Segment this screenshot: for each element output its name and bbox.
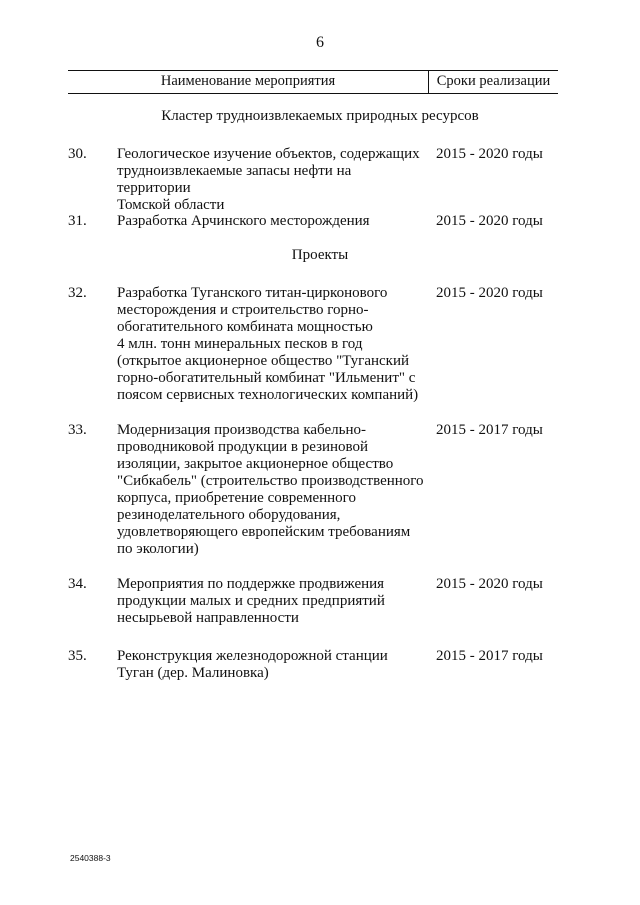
item-term: 2015 - 2020 годы — [436, 146, 543, 162]
item-term: 2015 - 2020 годы — [436, 576, 543, 592]
item-term: 2015 - 2017 годы — [436, 422, 543, 438]
item-text: Разработка Туганского титан-цирконового месторождения и строительство горно- обогатительного комбината мощностью 4 млн. тонн минеральных песков в год (открытое акционерное общество "Туганский горно-обогатительный комбинат "Ильменит" с поясом сервисных технологических компаний) — [117, 285, 419, 403]
item-term: 2015 - 2020 годы — [436, 213, 543, 229]
item-term: 2015 - 2017 годы — [436, 648, 543, 664]
item-number: 31. — [68, 213, 87, 229]
item-term: 2015 - 2020 годы — [436, 285, 543, 301]
page-number: 6 — [316, 34, 324, 51]
item-text: Разработка Арчинского месторождения — [117, 213, 370, 229]
table-header — [68, 70, 558, 94]
item-number: 35. — [68, 648, 87, 664]
item-number: 30. — [68, 146, 87, 162]
section-title-projects: Проекты — [291, 247, 349, 263]
item-number: 32. — [68, 285, 87, 301]
item-number: 33. — [68, 422, 87, 438]
document-code: 2540388-3 — [70, 853, 111, 863]
column-header-name: Наименование мероприятия — [160, 73, 336, 89]
item-text: Геологическое изучение объектов, содержащих трудноизвлекаемые запасы нефти на территории Томской области — [117, 146, 420, 213]
item-number: 34. — [68, 576, 87, 592]
column-header-terms: Сроки реализации — [436, 73, 551, 89]
item-text: Модернизация производства кабельно- проводниковой продукции в резиновой изоляции, закрытое акционерное общество "Сибкабель" (строительство производственного корпуса, приобретение современного резиноделательного оборудования, удовлетворяющего европейским требованиям по экологии) — [117, 422, 424, 557]
item-text: Реконструкция железнодорожной станции Туган (дер. Малиновка) — [117, 648, 388, 681]
item-text: Мероприятия по поддержке продвижения продукции малых и средних предприятий несырьевой направленности — [117, 576, 385, 626]
section-title-cluster: Кластер трудноизвлекаемых природных ресурсов — [161, 108, 479, 124]
